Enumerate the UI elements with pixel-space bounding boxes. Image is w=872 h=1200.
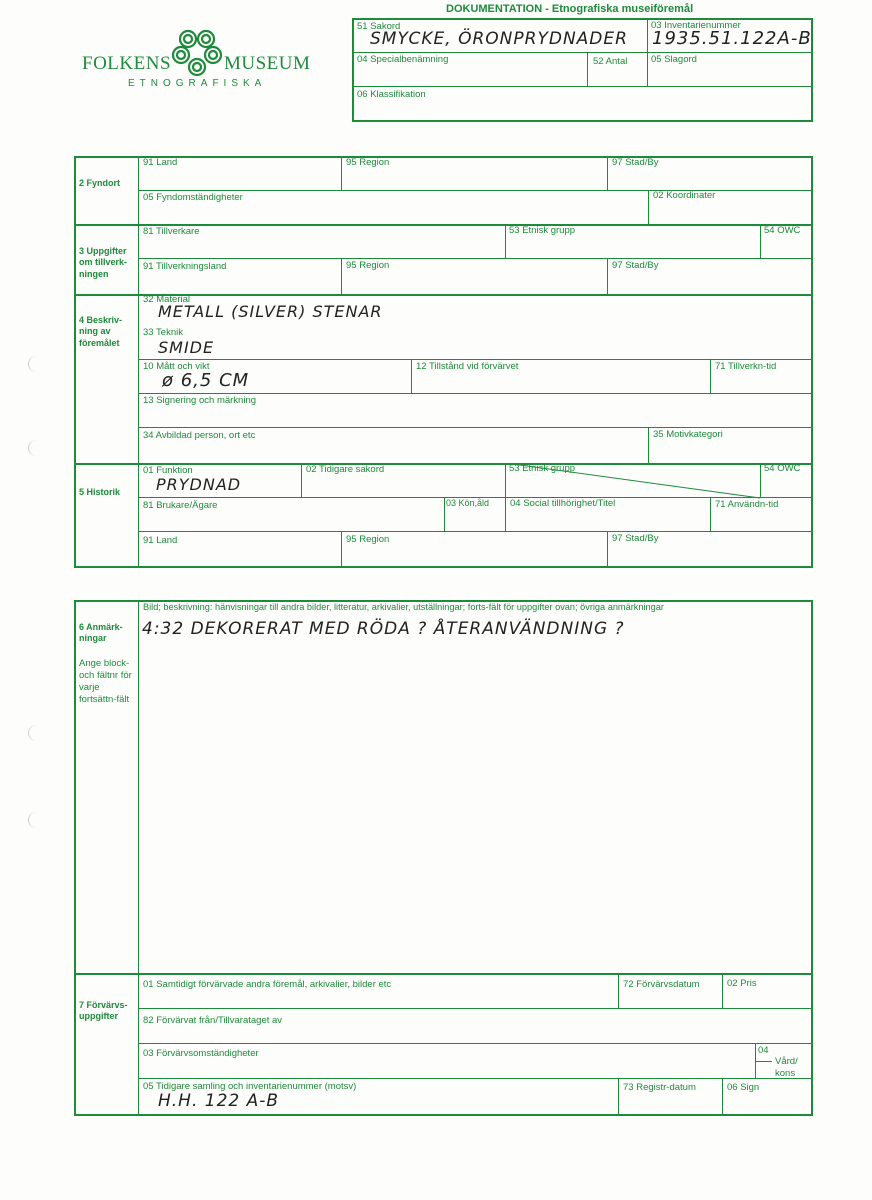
historik-etnisk-grupp: 53 Etnisk grupp <box>509 463 576 474</box>
fyndort-region: 95 Region <box>346 157 390 168</box>
handwritten-teknik: SMIDE <box>158 338 215 357</box>
historik-social-tillhorighet: 04 Social tillhörighet/Titel <box>510 498 616 509</box>
handwritten-sakord: SMYCKE, ÖRONPRYDNADER <box>370 29 628 49</box>
historik-funktion: 01 Funktion <box>143 465 193 476</box>
forvarv-registr-datum: 73 Registr-datum <box>623 1082 696 1093</box>
beskrivning-material: 32 Material <box>143 294 190 305</box>
historik-tidigare-sakord: 02 Tidigare sakord <box>306 464 385 475</box>
handwritten-material: METALL (SILVER) STENAR <box>158 302 383 321</box>
tillverkning-tillverkare: 81 Tillverkare <box>143 226 200 237</box>
section-6-anmarkningar: 6 Anmärk-ningar <box>79 622 123 644</box>
anmarkningar-header: Bild; beskrivning: hänvisningar till andra bilder, litteratur, arkivalier, utställningar; forts-fält för uppgifter ovan; övriga anmärkningar <box>143 602 664 612</box>
punch-hole-1 <box>28 356 45 372</box>
fyndort-land: 91 Land <box>143 157 178 168</box>
section-2-fyndort: 2 Fyndort <box>79 178 121 188</box>
punch-hole-3 <box>28 725 45 741</box>
forvarv-forvarvat-fran: 82 Förvärvat från/Tillvarataget av <box>143 1015 283 1026</box>
beskrivning-matt-och-vikt: 10 Mått och vikt <box>143 361 210 372</box>
field-05-slagord: 05 Slagord <box>651 54 697 65</box>
historik-stad: 97 Stad/By <box>612 533 659 544</box>
fyndort-fyndomstandigheter: 05 Fyndomständigheter <box>143 192 243 203</box>
historik-kon-alder: 03 Kön,åld <box>446 498 490 508</box>
punch-hole-2 <box>28 440 45 456</box>
historik-anvandn-tid: 71 Användn-tid <box>715 499 779 510</box>
historik-owc: 54 OWC <box>764 463 801 474</box>
section-6-instruction: Ange block-och fältnr för varje fortsättn-fält <box>79 658 132 705</box>
document-title: DOKUMENTATION - Etnografiska museiföremål <box>446 3 694 15</box>
historik-brukare: 81 Brukare/Ägare <box>143 500 218 511</box>
beskrivning-teknik: 33 Teknik <box>143 327 183 338</box>
forvarv-samtidigt: 01 Samtidigt förvärvade andra föremål, arkivalier, bilder etc <box>143 979 392 990</box>
logo-text-right: MUSEUM <box>224 53 311 74</box>
forvarv-omstandigheter: 03 Förvärvsomständigheter <box>143 1048 259 1059</box>
tillverkning-stad: 97 Stad/By <box>612 260 659 271</box>
handwritten-anmarkning: 4:32 DEKORERAT MED RÖDA ? ÅTERANVÄNDNING ? <box>142 619 625 639</box>
field-52-antal: 52 Antal <box>593 56 628 67</box>
section-7-forvarv: 7 Förvärvs-uppgifter <box>79 1000 128 1022</box>
handwritten-inventarienummer: 1935.51.122A-B <box>652 28 812 49</box>
field-04-specialbenamning: 04 Specialbenämning <box>357 54 449 65</box>
punch-hole-4 <box>28 812 45 828</box>
logo-emblem-icon <box>168 24 226 82</box>
beskrivning-tillstand: 12 Tillstånd vid förvärvet <box>416 361 519 372</box>
forvarv-vard-kons: Vård/ kons <box>775 1056 798 1079</box>
fyndort-stad: 97 Stad/By <box>612 157 659 168</box>
fyndort-koordinater: 02 Koordinater <box>653 190 716 201</box>
forvarv-pris: 02 Pris <box>727 978 757 989</box>
forvarv-sign: 06 Sign <box>727 1082 760 1093</box>
tillverkning-owc: 54 OWC <box>764 225 801 236</box>
handwritten-funktion: PRYDNAD <box>156 475 242 494</box>
tillverkning-region: 95 Region <box>346 260 390 271</box>
field-51-sakord: 51 Sakord <box>357 21 401 32</box>
beskrivning-motivkategori: 35 Motivkategori <box>653 429 723 440</box>
beskrivning-tillverkn-tid: 71 Tillverkn-tid <box>715 361 777 372</box>
handwritten-tidigare-samling: H.H. 122 A-B <box>158 1091 280 1111</box>
historik-region: 95 Region <box>346 534 390 545</box>
handwritten-matt: ø 6,5 CM <box>162 370 250 391</box>
section-4-beskrivning: 4 Beskriv-ning av föremålet <box>79 315 123 348</box>
logo-text-left: FOLKENS <box>82 53 172 74</box>
forvarv-tidigare-samling: 05 Tidigare samling och inventarienummer (motsv) <box>143 1081 357 1092</box>
forvarv-04: 04 <box>758 1045 769 1056</box>
beskrivning-avbildad: 34 Avbildad person, ort etc <box>143 430 256 441</box>
historik-land: 91 Land <box>143 535 178 546</box>
section-3-uppgifter: 3 Uppgifter om tillverk-ningen <box>79 246 128 279</box>
forvarv-forvarvsdatum: 72 Förvärvsdatum <box>623 979 700 990</box>
beskrivning-signering: 13 Signering och märkning <box>143 395 257 406</box>
section-5-historik: 5 Historik <box>79 487 121 497</box>
field-03-inventarienummer: 03 Inventarienummer <box>651 20 741 31</box>
field-06-klassifikation: 06 Klassifikation <box>357 89 426 100</box>
tillverkning-land: 91 Tillverkningsland <box>143 261 227 272</box>
tillverkning-etnisk-grupp: 53 Etnisk grupp <box>509 225 576 236</box>
logo-subtitle: ETNOGRAFISKA <box>128 78 267 89</box>
